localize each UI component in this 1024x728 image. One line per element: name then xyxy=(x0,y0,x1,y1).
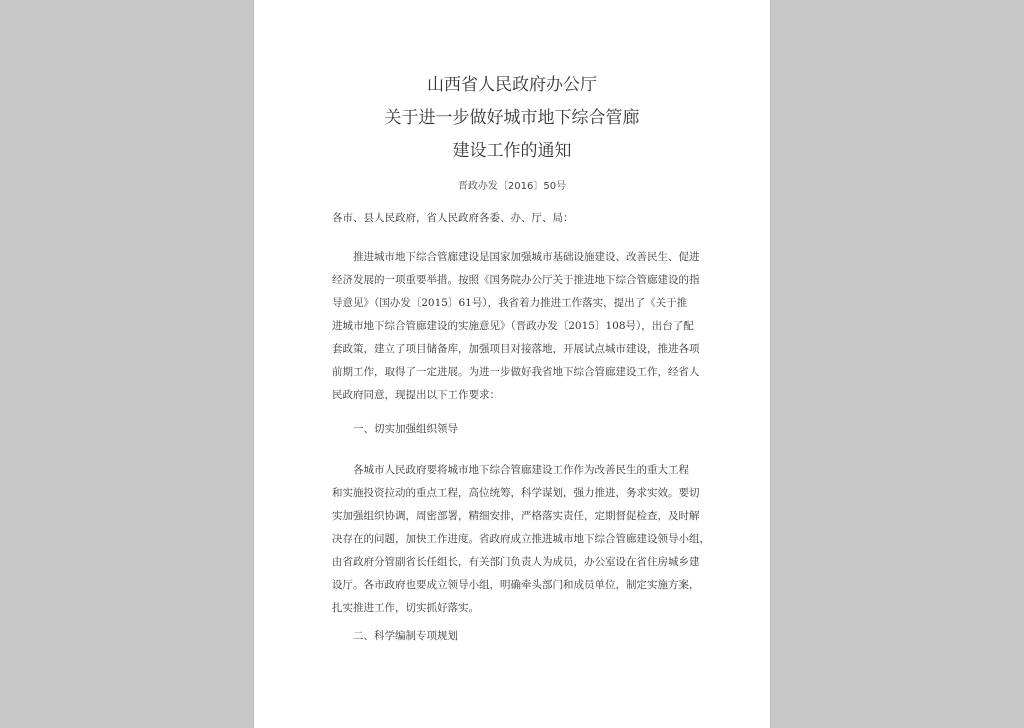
intro-line: 导意见》（国办发〔2015〕61号），我省着力推进工作落实，提出了《关于推 xyxy=(332,297,688,309)
section-1-line: 决存在的问题，加快工作进度。省政府成立推进城市地下综合管廊建设领导小组， xyxy=(332,533,710,545)
section-2-heading: 二、科学编制专项规划 xyxy=(353,630,458,642)
salutation: 各市、县人民政府，省人民政府各委、办、厅、局： xyxy=(332,212,574,224)
intro-line: 民政府同意，现提出以下工作要求： xyxy=(332,389,500,401)
section-1-line: 各城市人民政府要将城市地下综合管廊建设工作作为改善民生的重大工程 xyxy=(353,464,689,476)
document-title-line-3: 建设工作的通知 xyxy=(452,141,572,161)
section-1-line: 扎实推进工作，切实抓好落实。 xyxy=(332,602,479,614)
section-1-line: 由省政府分管副省长任组长，有关部门负责人为成员，办公室设在省住房城乡建 xyxy=(332,556,700,568)
document-number: 晋政办发〔2016〕50号 xyxy=(457,181,567,192)
document-title-line-2: 关于进一步做好城市地下综合管廊 xyxy=(384,108,640,128)
intro-line: 推进城市地下综合管廊建设是国家加强城市基础设施建设、改善民生、促进 xyxy=(353,251,700,263)
intro-line: 进城市地下综合管廊建设的实施意见》（晋政办发〔2015〕108号），出台了配 xyxy=(332,320,694,332)
intro-line: 经济发展的一项重要举措。按照《国务院办公厅关于推进地下综合管廊建设的指 xyxy=(332,274,700,286)
section-1-line: 实加强组织协调，周密部署，精细安排，严格落实责任，定期督促检查，及时解 xyxy=(332,510,700,522)
intro-line: 套政策，建立了项目储备库，加强项目对接落地，开展试点城市建设，推进各项 xyxy=(332,343,700,355)
section-1-line: 和实施投资拉动的重点工程，高位统筹，科学谋划，强力推进，务求实效。要切 xyxy=(332,487,700,499)
document-page xyxy=(254,0,770,728)
section-1-line: 设厅。各市政府也要成立领导小组，明确牵头部门和成员单位，制定实施方案， xyxy=(332,579,700,591)
intro-line: 前期工作，取得了一定进展。为进一步做好我省地下综合管廊建设工作，经省人 xyxy=(332,366,700,378)
document-title-line-1: 山西省人民政府办公厅 xyxy=(427,75,597,95)
section-1-heading: 一、切实加强组织领导 xyxy=(353,423,458,435)
